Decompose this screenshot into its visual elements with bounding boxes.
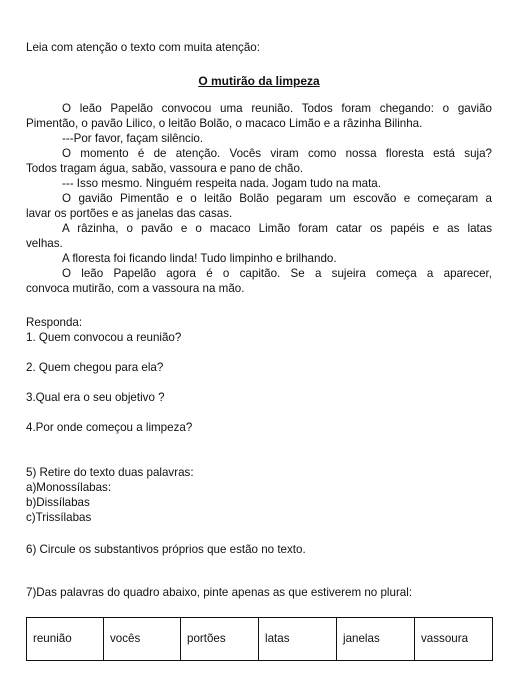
respond-label: Responda:: [26, 316, 83, 329]
story-line: O leão Papelão convocou uma reunião. Todos foram chegando: o gavião: [62, 102, 492, 115]
word-box-cell[interactable]: portões: [181, 618, 259, 661]
word-box-cell[interactable]: latas: [259, 618, 337, 661]
story-line: A floresta foi ficando linda! Tudo limpinho e brilhando.: [62, 252, 337, 265]
story-line: O leão Papelão agora é o capitão. Se a sujeira começa a aparecer,: [62, 267, 492, 280]
story-line: A râzinha, o pavão e o macaco Limão foram catar os papéis e as latas: [62, 222, 492, 235]
story-line: O momento é de atenção. Vocês viram como nossa floresta está suja?: [62, 147, 492, 160]
question-4: 4.Por onde começou a limpeza?: [26, 421, 193, 434]
story-title: O mutirão da limpeza: [198, 74, 320, 88]
question-5-item: a)Monossílabas:: [26, 481, 112, 494]
question-5-item: b)Dissílabas: [26, 496, 90, 509]
story-line: ---Por favor, façam silêncio.: [62, 132, 204, 145]
word-box-cell[interactable]: janelas: [337, 618, 415, 661]
story-line: Pimentão, o pavão Lilico, o leitão Bolão, o macaco Limão e a râzinha Bilinha.: [26, 117, 423, 130]
question-5-item: c)Trissílabas: [26, 511, 92, 524]
word-box-cell[interactable]: vassoura: [415, 618, 493, 661]
story-line: --- Isso mesmo. Ninguém respeita nada. Jogam tudo na mata.: [62, 177, 381, 190]
question-7: 7)Das palavras do quadro abaixo, pinte apenas as que estiverem no plural:: [26, 586, 413, 599]
story-line: convoca mutirão, com a vassoura na mão.: [26, 282, 245, 295]
story-line: lavar os portões e as janelas das casas.: [26, 207, 233, 220]
word-box-row: [27, 618, 493, 661]
question-5-prompt: 5) Retire do texto duas palavras:: [26, 466, 194, 479]
story-line: velhas.: [26, 237, 63, 250]
question-2: 2. Quem chegou para ela?: [26, 361, 164, 374]
word-box-cell[interactable]: vocês: [104, 618, 181, 661]
word-box-table: [26, 617, 493, 661]
story-line: Todos tragam água, sabão, vassoura e pano de chão.: [26, 162, 304, 175]
question-3: 3.Qual era o seu objetivo ?: [26, 391, 165, 404]
question-1: 1. Quem convocou a reunião?: [26, 331, 182, 344]
instruction-text: Leia com atenção o texto com muita atenção:: [26, 41, 260, 54]
story-line: O gavião Pimentão e o leitão Bolão pegaram um escovão e começaram a: [62, 192, 492, 205]
question-6: 6) Circule os substantivos próprios que estão no texto.: [26, 543, 306, 556]
word-box-cell[interactable]: reunião: [27, 618, 104, 661]
